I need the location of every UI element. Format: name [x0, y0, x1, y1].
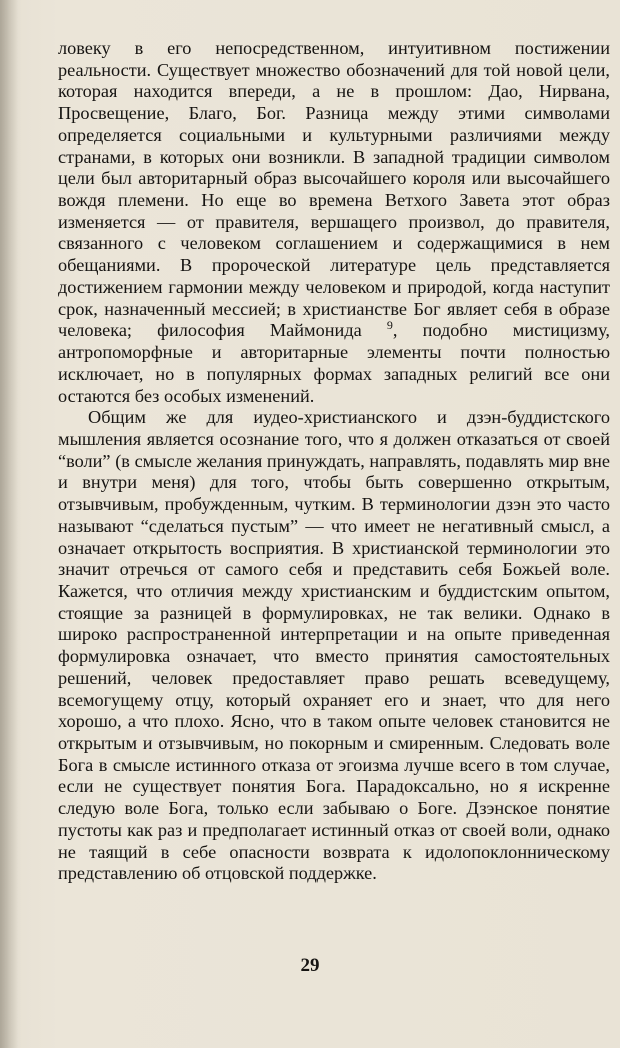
paragraph-1 [58, 38, 610, 407]
paragraph-2: Общим же для иудео-христианского и дзэн-буддистского мышления является осознание того, что я должен отказаться от своей “воли” (в смысле желания принуждать, направлять, подавлять мир вне и внутри меня) для того, чтобы быть совершенно открытым, отзывчивым, пробужденным, чутким. В терминологии дзэн это часто называют “сделаться пустым” — что имеет не негативный смысл, а означает открытость восприятия. В христианской терминологии это значит отречься от самого себя и представить себя Божьей воле. Кажется, что отличия между христианским и буддистским опытом, стоящие за разницей в формулировках, не так велики. Однако в широко распространенной интерпретации и на опыте приведенная формулировка означает, что вместо принятия самостоятельных решений, человек предоставляет право решать всеведущему, всемогущему отцу, который охраняет его и знает, что для него хорошо, а что плохо. Ясно, что в таком опыте человек становится не открытым и отзывчивым, но покорным и смиренным. Следовать воле Бога в смысле истинного отказа от эгоизма лучше всего в том случае, если не существует понятия Бога. Парадоксально, но я искренне следую воле Бога, только если забываю о Боге. Дзэнское понятие пустоты как раз и предполагает истинный отказ от своей воли, однако не таящий в себе опасности возврата к идолопоклонническому представлению об отцовской поддержке. [58, 407, 610, 884]
page-number: 29 [300, 955, 320, 976]
spine-shadow [0, 0, 18, 1048]
body-text [58, 38, 610, 885]
paragraph-1-continuation: , подобно мистицизму, антропоморфные и авторитарные элементы почти полностью исключает, но в популярных формах западных религий все они остаются без особых изменений. [58, 320, 610, 406]
paragraph-1-text: ловеку в его непосредственном, интуитивном постижении реальности. Существует множество обозначений для той новой цели, которая находится впереди, а не в прошлом: Дао, Нирвана, Просвещение, Благо, Бог. Разница между этими символами определяется социальными и культурными различиями между странами, в которых они возникли. В западной традиции символом цели был авторитарный образ высочайшего короля или высочайшего вождя племени. Но еще во времена Ветхого Завета этот образ изменяется — от правителя, вершащего произвол, до правителя, связанного с человеком соглашением и содержащимися в нем обещаниями. В пророческой литературе цель представляется достижением гармонии между человеком и природой, когда наступит срок, назначенный мессией; в христианстве Бог являет себя в образе человека; философия Маймонида [58, 38, 610, 341]
footnote-marker[interactable]: 9 [386, 318, 393, 333]
